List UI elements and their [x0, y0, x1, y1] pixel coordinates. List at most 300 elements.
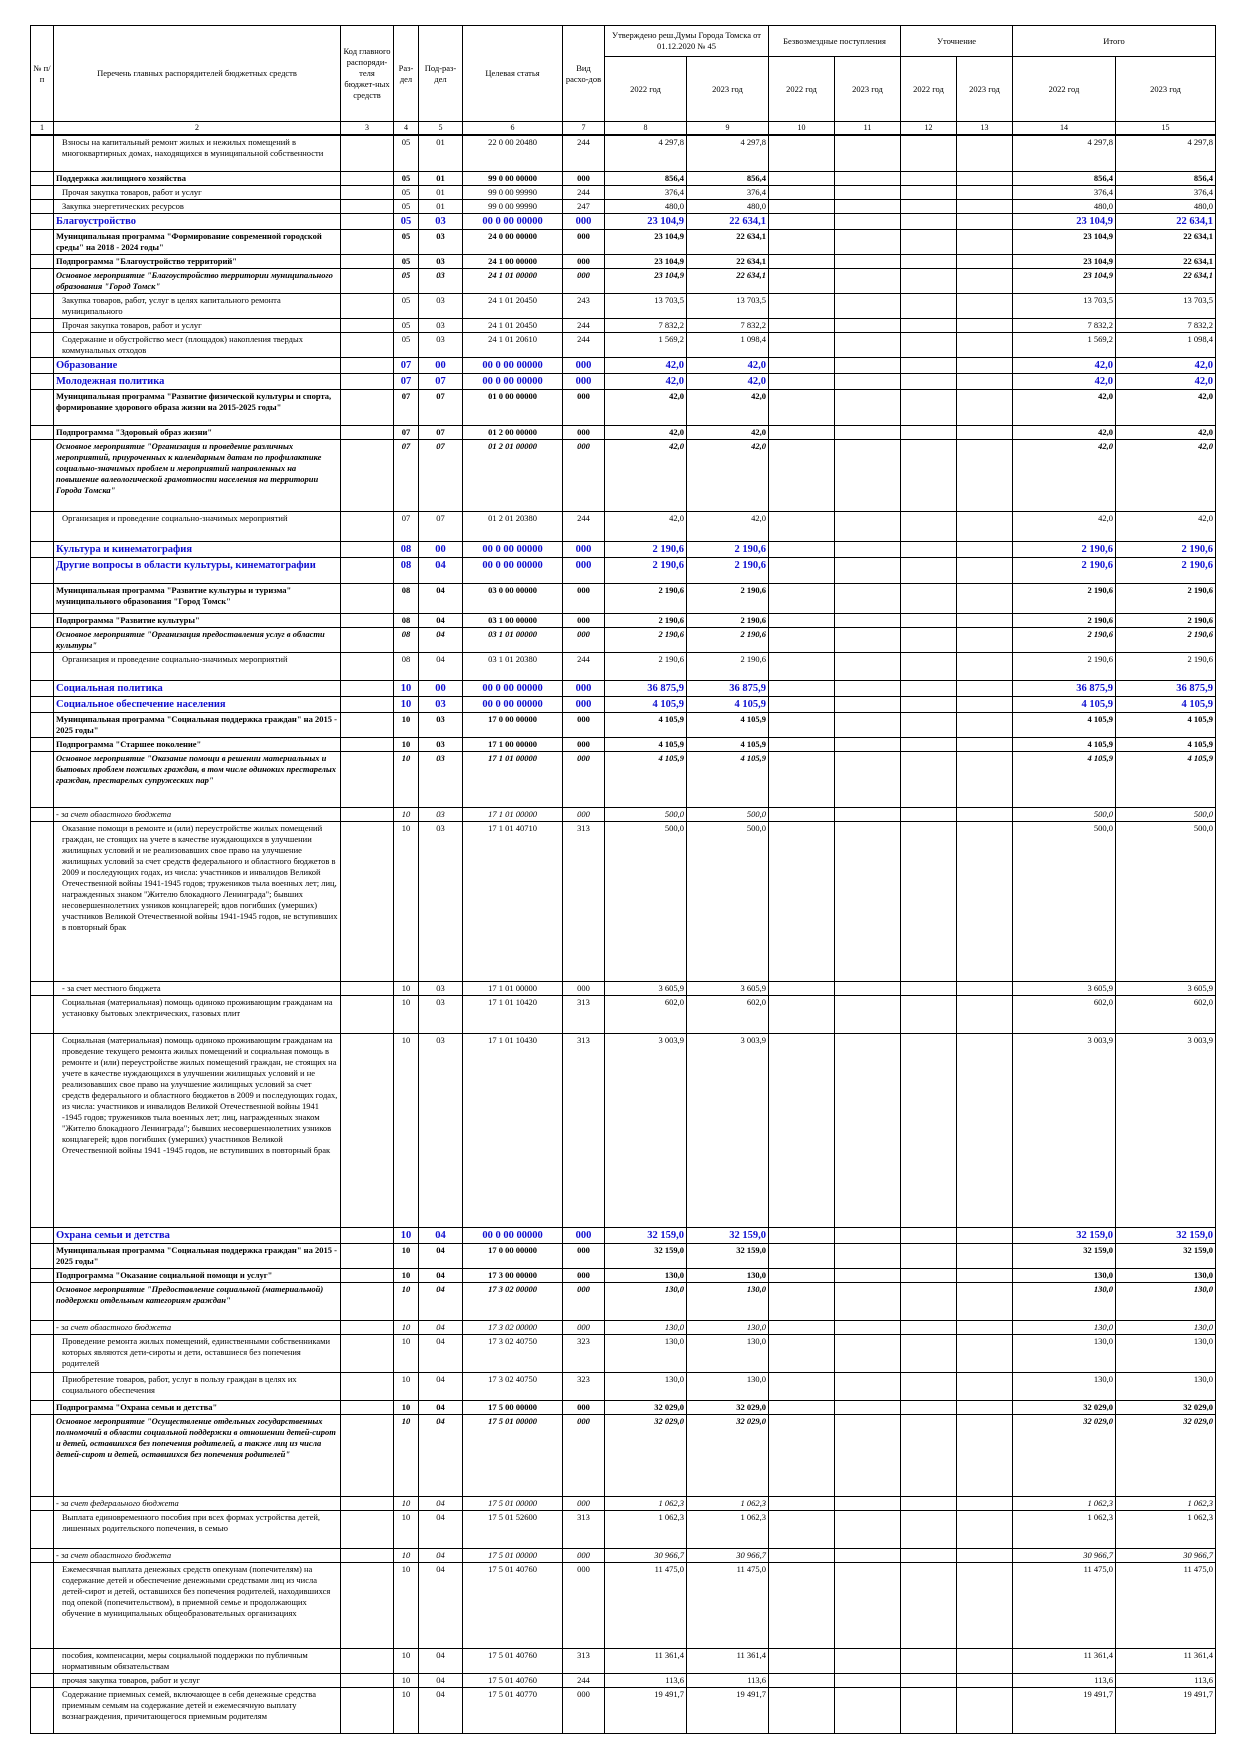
column-number: 4 — [394, 122, 419, 136]
cell-name: Социальная политика — [54, 680, 341, 696]
cell-grants-2023 — [835, 229, 901, 254]
cell-grants-2022 — [769, 1282, 835, 1320]
cell-approved-2022: 30 966,7 — [605, 1548, 687, 1562]
cell-clarif-2022 — [901, 751, 957, 807]
cell-num — [31, 712, 54, 737]
table-row — [31, 1548, 1216, 1562]
cell-section: 07 — [394, 439, 419, 511]
cell-clarif-2022 — [901, 332, 957, 357]
cell-expense-type: 000 — [563, 1282, 605, 1320]
cell-total-2022: 32 159,0 — [1013, 1243, 1116, 1268]
cell-code — [341, 627, 394, 652]
cell-total-2023: 32 159,0 — [1116, 1227, 1216, 1243]
cell-total-2023: 42,0 — [1116, 357, 1216, 373]
cell-target: 17 5 01 40770 — [463, 1687, 563, 1733]
cell-expense-type: 000 — [563, 254, 605, 268]
cell-clarif-2023 — [957, 425, 1013, 439]
cell-num — [31, 268, 54, 293]
table-row — [31, 171, 1216, 185]
cell-total-2022: 32 029,0 — [1013, 1414, 1116, 1496]
cell-code — [341, 425, 394, 439]
cell-code — [341, 1510, 394, 1548]
cell-code — [341, 229, 394, 254]
cell-approved-2023: 4 105,9 — [687, 751, 769, 807]
cell-grants-2022 — [769, 1372, 835, 1400]
cell-target: 17 5 01 00000 — [463, 1496, 563, 1510]
cell-approved-2022: 2 190,6 — [605, 583, 687, 613]
table-row — [31, 389, 1216, 425]
cell-subsection: 03 — [419, 696, 463, 712]
cell-approved-2023: 2 190,6 — [687, 541, 769, 557]
column-number: 12 — [901, 122, 957, 136]
cell-grants-2022 — [769, 583, 835, 613]
cell-target: 03 0 00 00000 — [463, 583, 563, 613]
cell-num — [31, 737, 54, 751]
cell-code — [341, 1648, 394, 1673]
cell-grants-2022 — [769, 254, 835, 268]
cell-name: Ежемесячная выплата денежных средств опекунам (попечителям) на содержание детей и обеспечение денежными средствами лиц из числа детей-сирот и детей, оставшихся без попечения родителей, находившихся под опекой (попечительством), в приемной семье и продолжающих обучение в муниципальных общеобразовательных организациях — [54, 1562, 341, 1648]
cell-grants-2022 — [769, 807, 835, 821]
cell-grants-2023 — [835, 541, 901, 557]
header-code: Код главного распоряди-теля бюджет-ных средств — [341, 26, 394, 122]
table-row — [31, 357, 1216, 373]
cell-section: 10 — [394, 1372, 419, 1400]
table-body — [31, 135, 1216, 1733]
cell-clarif-2022 — [901, 680, 957, 696]
cell-section: 10 — [394, 1243, 419, 1268]
cell-num — [31, 680, 54, 696]
cell-grants-2023 — [835, 332, 901, 357]
cell-subsection: 04 — [419, 1496, 463, 1510]
cell-grants-2023 — [835, 254, 901, 268]
cell-grants-2022 — [769, 229, 835, 254]
cell-clarif-2023 — [957, 613, 1013, 627]
cell-approved-2022: 2 190,6 — [605, 557, 687, 583]
cell-grants-2023 — [835, 389, 901, 425]
cell-clarif-2023 — [957, 1268, 1013, 1282]
cell-num — [31, 807, 54, 821]
cell-subsection: 03 — [419, 821, 463, 981]
cell-total-2022: 42,0 — [1013, 389, 1116, 425]
cell-total-2022: 1 569,2 — [1013, 332, 1116, 357]
cell-name: Подпрограмма "Охрана семьи и детства" — [54, 1400, 341, 1414]
cell-clarif-2022 — [901, 229, 957, 254]
cell-clarif-2023 — [957, 1400, 1013, 1414]
cell-code — [341, 737, 394, 751]
cell-clarif-2023 — [957, 1334, 1013, 1372]
cell-target: 17 5 01 40760 — [463, 1673, 563, 1687]
cell-subsection: 03 — [419, 981, 463, 995]
cell-num — [31, 1496, 54, 1510]
cell-total-2022: 32 029,0 — [1013, 1400, 1116, 1414]
cell-clarif-2023 — [957, 1687, 1013, 1733]
cell-approved-2023: 42,0 — [687, 373, 769, 389]
cell-clarif-2022 — [901, 995, 957, 1033]
cell-approved-2022: 32 029,0 — [605, 1414, 687, 1496]
header-name: Перечень главных распорядителей бюджетных средств — [54, 26, 341, 122]
cell-section: 05 — [394, 199, 419, 213]
cell-target: 03 1 00 00000 — [463, 613, 563, 627]
cell-target: 03 1 01 20380 — [463, 652, 563, 680]
cell-target: 17 0 00 00000 — [463, 712, 563, 737]
cell-approved-2023: 32 029,0 — [687, 1414, 769, 1496]
cell-grants-2023 — [835, 199, 901, 213]
cell-section: 05 — [394, 171, 419, 185]
cell-code — [341, 254, 394, 268]
cell-grants-2023 — [835, 1496, 901, 1510]
cell-name: Прочая закупка товаров, работ и услуг — [54, 318, 341, 332]
table-row — [31, 541, 1216, 557]
cell-subsection: 03 — [419, 995, 463, 1033]
cell-section: 10 — [394, 1320, 419, 1334]
cell-code — [341, 680, 394, 696]
cell-code — [341, 751, 394, 807]
cell-approved-2023: 113,6 — [687, 1673, 769, 1687]
cell-expense-type: 000 — [563, 696, 605, 712]
cell-target: 00 0 00 00000 — [463, 373, 563, 389]
cell-clarif-2022 — [901, 613, 957, 627]
cell-approved-2022: 1 062,3 — [605, 1496, 687, 1510]
cell-target: 99 0 00 99990 — [463, 185, 563, 199]
cell-grants-2023 — [835, 821, 901, 981]
table-row — [31, 439, 1216, 511]
cell-section: 10 — [394, 1227, 419, 1243]
table-row — [31, 1648, 1216, 1673]
cell-approved-2023: 500,0 — [687, 807, 769, 821]
cell-clarif-2022 — [901, 1400, 957, 1414]
cell-clarif-2022 — [901, 1510, 957, 1548]
cell-approved-2022: 36 875,9 — [605, 680, 687, 696]
cell-approved-2023: 376,4 — [687, 185, 769, 199]
cell-expense-type: 243 — [563, 293, 605, 318]
cell-total-2023: 22 634,1 — [1116, 213, 1216, 229]
cell-target: 00 0 00 00000 — [463, 1227, 563, 1243]
cell-clarif-2022 — [901, 1562, 957, 1648]
cell-grants-2023 — [835, 318, 901, 332]
cell-subsection: 04 — [419, 557, 463, 583]
table-row — [31, 680, 1216, 696]
cell-num — [31, 1243, 54, 1268]
cell-num — [31, 1268, 54, 1282]
cell-clarif-2022 — [901, 439, 957, 511]
cell-total-2022: 500,0 — [1013, 807, 1116, 821]
cell-subsection: 04 — [419, 1372, 463, 1400]
cell-subsection: 00 — [419, 541, 463, 557]
cell-code — [341, 293, 394, 318]
cell-total-2022: 23 104,9 — [1013, 268, 1116, 293]
cell-total-2022: 113,6 — [1013, 1673, 1116, 1687]
cell-total-2023: 480,0 — [1116, 199, 1216, 213]
cell-total-2022: 2 190,6 — [1013, 557, 1116, 583]
cell-clarif-2023 — [957, 135, 1013, 171]
cell-name: Основное мероприятие "Организация предоставления услуг в области культуры" — [54, 627, 341, 652]
cell-subsection: 04 — [419, 627, 463, 652]
cell-target: 24 0 00 00000 — [463, 229, 563, 254]
cell-target: 99 0 00 00000 — [463, 171, 563, 185]
cell-total-2023: 19 491,7 — [1116, 1687, 1216, 1733]
cell-grants-2023 — [835, 1510, 901, 1548]
table-row — [31, 1268, 1216, 1282]
cell-approved-2022: 4 105,9 — [605, 712, 687, 737]
cell-section: 08 — [394, 583, 419, 613]
cell-target: 24 1 01 00000 — [463, 268, 563, 293]
cell-clarif-2022 — [901, 1282, 957, 1320]
cell-subsection: 03 — [419, 293, 463, 318]
header-total: Итого — [1013, 26, 1216, 57]
cell-name: Подпрограмма "Развитие культуры" — [54, 613, 341, 627]
header-year: 2023 год — [1116, 57, 1216, 122]
cell-section: 10 — [394, 696, 419, 712]
cell-total-2023: 376,4 — [1116, 185, 1216, 199]
cell-approved-2022: 42,0 — [605, 357, 687, 373]
cell-name: Культура и кинематография — [54, 541, 341, 557]
cell-subsection: 07 — [419, 439, 463, 511]
cell-approved-2023: 13 703,5 — [687, 293, 769, 318]
cell-total-2022: 2 190,6 — [1013, 613, 1116, 627]
cell-clarif-2022 — [901, 807, 957, 821]
cell-total-2023: 11 361,4 — [1116, 1648, 1216, 1673]
cell-clarif-2023 — [957, 1562, 1013, 1648]
cell-target: 17 1 01 00000 — [463, 981, 563, 995]
header-grants: Безвозмездные поступления — [769, 26, 901, 57]
cell-target: 17 1 00 00000 — [463, 737, 563, 751]
table-row — [31, 751, 1216, 807]
cell-subsection: 03 — [419, 737, 463, 751]
cell-code — [341, 541, 394, 557]
cell-approved-2022: 42,0 — [605, 425, 687, 439]
cell-section: 07 — [394, 389, 419, 425]
cell-expense-type: 244 — [563, 652, 605, 680]
column-number: 9 — [687, 122, 769, 136]
table-row — [31, 373, 1216, 389]
cell-name: Прочая закупка товаров, работ и услуг — [54, 185, 341, 199]
cell-total-2022: 4 105,9 — [1013, 751, 1116, 807]
cell-subsection: 04 — [419, 1648, 463, 1673]
cell-name: Приобретение товаров, работ, услуг в пользу граждан в целях их социального обеспечения — [54, 1372, 341, 1400]
cell-total-2022: 30 966,7 — [1013, 1548, 1116, 1562]
cell-approved-2022: 32 159,0 — [605, 1227, 687, 1243]
cell-clarif-2022 — [901, 425, 957, 439]
cell-approved-2022: 23 104,9 — [605, 254, 687, 268]
cell-section: 10 — [394, 1033, 419, 1227]
cell-total-2023: 130,0 — [1116, 1372, 1216, 1400]
cell-num — [31, 1282, 54, 1320]
cell-target: 01 2 00 00000 — [463, 425, 563, 439]
cell-section: 10 — [394, 1400, 419, 1414]
cell-approved-2023: 3 003,9 — [687, 1033, 769, 1227]
cell-code — [341, 613, 394, 627]
cell-grants-2022 — [769, 332, 835, 357]
cell-total-2022: 130,0 — [1013, 1282, 1116, 1320]
cell-total-2022: 1 062,3 — [1013, 1510, 1116, 1548]
header-year: 2022 год — [901, 57, 957, 122]
cell-target: 01 2 01 20380 — [463, 511, 563, 541]
cell-total-2022: 32 159,0 — [1013, 1227, 1116, 1243]
cell-code — [341, 389, 394, 425]
table-row — [31, 627, 1216, 652]
cell-expense-type: 000 — [563, 751, 605, 807]
cell-clarif-2023 — [957, 541, 1013, 557]
cell-code — [341, 712, 394, 737]
table-row — [31, 712, 1216, 737]
cell-target: 17 3 02 00000 — [463, 1320, 563, 1334]
table-row — [31, 1334, 1216, 1372]
cell-clarif-2023 — [957, 254, 1013, 268]
cell-expense-type: 000 — [563, 981, 605, 995]
cell-expense-type: 000 — [563, 425, 605, 439]
cell-approved-2023: 2 190,6 — [687, 557, 769, 583]
cell-total-2022: 2 190,6 — [1013, 652, 1116, 680]
cell-approved-2022: 1 569,2 — [605, 332, 687, 357]
cell-clarif-2022 — [901, 981, 957, 995]
column-number: 2 — [54, 122, 341, 136]
cell-section: 05 — [394, 293, 419, 318]
cell-name: прочая закупка товаров, работ и услуг — [54, 1673, 341, 1687]
header-year: 2022 год — [769, 57, 835, 122]
cell-grants-2022 — [769, 357, 835, 373]
cell-name: Муниципальная программа "Формирование современной городской среды" на 2018 - 2024 годы" — [54, 229, 341, 254]
cell-expense-type: 000 — [563, 1268, 605, 1282]
cell-clarif-2022 — [901, 1372, 957, 1400]
cell-clarif-2023 — [957, 213, 1013, 229]
cell-section: 08 — [394, 557, 419, 583]
column-number: 11 — [835, 122, 901, 136]
cell-total-2023: 1 062,3 — [1116, 1496, 1216, 1510]
cell-approved-2023: 7 832,2 — [687, 318, 769, 332]
cell-name: Молодежная политика — [54, 373, 341, 389]
cell-total-2023: 22 634,1 — [1116, 254, 1216, 268]
header-year: 2023 год — [835, 57, 901, 122]
cell-total-2023: 22 634,1 — [1116, 229, 1216, 254]
cell-approved-2023: 22 634,1 — [687, 213, 769, 229]
cell-total-2022: 856,4 — [1013, 171, 1116, 185]
cell-approved-2023: 4 105,9 — [687, 696, 769, 712]
cell-section: 10 — [394, 1496, 419, 1510]
cell-approved-2022: 4 297,8 — [605, 135, 687, 171]
cell-approved-2023: 130,0 — [687, 1320, 769, 1334]
cell-name: Благоустройство — [54, 213, 341, 229]
cell-code — [341, 1548, 394, 1562]
table-row — [31, 821, 1216, 981]
column-number: 13 — [957, 122, 1013, 136]
cell-clarif-2022 — [901, 511, 957, 541]
cell-approved-2022: 602,0 — [605, 995, 687, 1033]
cell-num — [31, 425, 54, 439]
cell-approved-2023: 3 605,9 — [687, 981, 769, 995]
cell-approved-2022: 23 104,9 — [605, 213, 687, 229]
table-row — [31, 332, 1216, 357]
cell-num — [31, 373, 54, 389]
cell-section: 05 — [394, 229, 419, 254]
table-row — [31, 981, 1216, 995]
cell-subsection: 07 — [419, 511, 463, 541]
cell-total-2022: 4 297,8 — [1013, 135, 1116, 171]
cell-num — [31, 1320, 54, 1334]
cell-approved-2022: 376,4 — [605, 185, 687, 199]
cell-clarif-2023 — [957, 268, 1013, 293]
table-row — [31, 254, 1216, 268]
cell-total-2023: 2 190,6 — [1116, 583, 1216, 613]
cell-num — [31, 1372, 54, 1400]
cell-num — [31, 541, 54, 557]
cell-target: 17 1 01 40710 — [463, 821, 563, 981]
cell-approved-2022: 42,0 — [605, 373, 687, 389]
cell-section: 08 — [394, 613, 419, 627]
cell-target: 00 0 00 00000 — [463, 357, 563, 373]
cell-total-2023: 22 634,1 — [1116, 268, 1216, 293]
cell-expense-type: 000 — [563, 1548, 605, 1562]
cell-approved-2022: 130,0 — [605, 1320, 687, 1334]
cell-clarif-2023 — [957, 652, 1013, 680]
cell-clarif-2022 — [901, 1414, 957, 1496]
cell-total-2022: 36 875,9 — [1013, 680, 1116, 696]
cell-clarif-2023 — [957, 1496, 1013, 1510]
cell-grants-2023 — [835, 1268, 901, 1282]
cell-code — [341, 332, 394, 357]
cell-section: 10 — [394, 1687, 419, 1733]
cell-target: 17 5 01 40760 — [463, 1562, 563, 1648]
cell-expense-type: 323 — [563, 1334, 605, 1372]
cell-code — [341, 1320, 394, 1334]
cell-target: 17 5 01 00000 — [463, 1548, 563, 1562]
cell-code — [341, 696, 394, 712]
cell-section: 10 — [394, 737, 419, 751]
cell-grants-2022 — [769, 1227, 835, 1243]
cell-clarif-2022 — [901, 583, 957, 613]
column-number: 14 — [1013, 122, 1116, 136]
cell-code — [341, 171, 394, 185]
table-row — [31, 995, 1216, 1033]
table-row — [31, 511, 1216, 541]
cell-grants-2023 — [835, 1372, 901, 1400]
cell-approved-2022: 130,0 — [605, 1268, 687, 1282]
table-row — [31, 135, 1216, 171]
header-subsection: Под-раз-дел — [419, 26, 463, 122]
cell-approved-2022: 42,0 — [605, 389, 687, 425]
table-row — [31, 425, 1216, 439]
cell-name: Основное мероприятие "Осуществление отдельных государственных полномочий в области социальной поддержки в отношении детей-сирот и детей, оставшихся без попечения родителей, а также лиц из числа детей-сирот и детей, оставшихся без попечения родителей" — [54, 1414, 341, 1496]
cell-target: 17 3 02 40750 — [463, 1334, 563, 1372]
cell-code — [341, 1687, 394, 1733]
cell-target: 03 1 01 00000 — [463, 627, 563, 652]
cell-total-2022: 3 003,9 — [1013, 1033, 1116, 1227]
cell-clarif-2022 — [901, 254, 957, 268]
cell-num — [31, 213, 54, 229]
cell-section: 10 — [394, 1334, 419, 1372]
cell-target: 17 1 01 00000 — [463, 807, 563, 821]
cell-subsection: 03 — [419, 268, 463, 293]
cell-grants-2022 — [769, 557, 835, 583]
header-year: 2023 год — [957, 57, 1013, 122]
cell-approved-2022: 856,4 — [605, 171, 687, 185]
cell-grants-2022 — [769, 1400, 835, 1414]
column-number: 1 — [31, 122, 54, 136]
cell-section: 05 — [394, 268, 419, 293]
cell-approved-2022: 23 104,9 — [605, 229, 687, 254]
cell-subsection: 04 — [419, 1562, 463, 1648]
cell-grants-2023 — [835, 995, 901, 1033]
cell-total-2022: 4 105,9 — [1013, 696, 1116, 712]
cell-clarif-2022 — [901, 541, 957, 557]
cell-num — [31, 995, 54, 1033]
cell-clarif-2022 — [901, 1033, 957, 1227]
cell-grants-2022 — [769, 373, 835, 389]
cell-approved-2023: 2 190,6 — [687, 652, 769, 680]
cell-subsection: 04 — [419, 652, 463, 680]
cell-num — [31, 613, 54, 627]
cell-clarif-2022 — [901, 373, 957, 389]
cell-approved-2023: 42,0 — [687, 511, 769, 541]
